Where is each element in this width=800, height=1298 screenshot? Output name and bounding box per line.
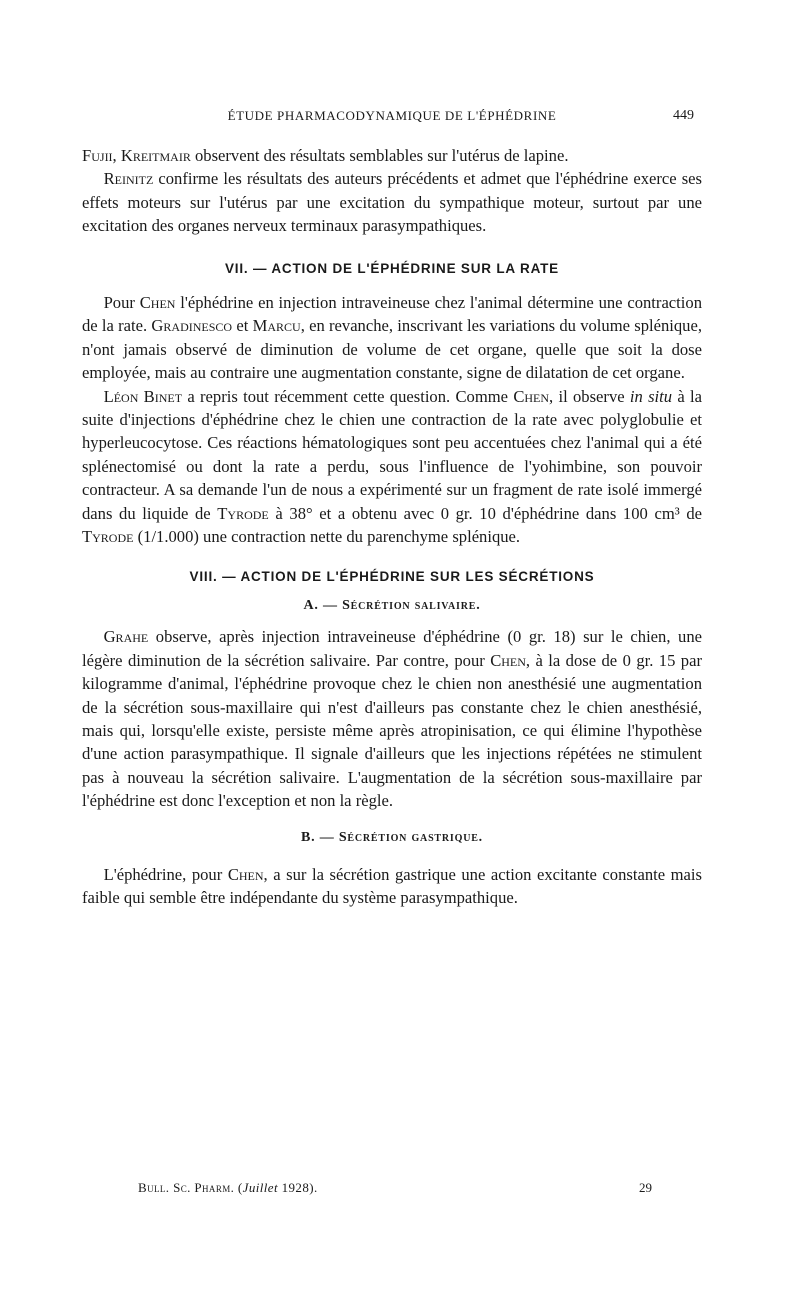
- author-name: Chen: [139, 293, 176, 313]
- paragraph-binet: [82, 385, 702, 549]
- text-run: à 38° et a obtenu avec 0 gr. 10 d'éphédrine dans 100 cm³ de: [268, 503, 702, 523]
- text-run: , il observe: [549, 386, 630, 406]
- author-name: Tyrode: [217, 503, 269, 523]
- journal-name: Bull. Sc. Pharm. (: [138, 1180, 243, 1195]
- text-run: a repris tout récemment cette question. Comme: [182, 386, 514, 406]
- author-name: Léon Binet: [103, 386, 183, 406]
- paragraph-text: observent des résultats semblables sur l'utérus de lapine.: [190, 146, 569, 165]
- text-run: , en revanche, inscrivant les variations du volume splénique, n'ont jamais observé de diminution de volume de cet organe, quelle que soit la dose employée, mais au contraire une augmentation constante, signe de dilatation de cet organe.: [82, 316, 702, 383]
- author-name: Chen: [513, 386, 550, 406]
- author-name: Reinitz: [103, 169, 154, 189]
- section-heading-vii: VII. — ACTION DE L'ÉPHÉDRINE SUR LA RATE: [225, 260, 559, 276]
- text-run: et: [232, 316, 253, 336]
- running-title: ÉTUDE PHARMACODYNAMIQUE DE L'ÉPHÉDRINE: [227, 108, 557, 123]
- text-run: observe, après injection intraveineuse d'éphédrine (0 gr. 18) sur le chien, une légère diminution de la sécrétion salivaire. Par contre, pour: [82, 627, 702, 670]
- author-name: Marcu: [252, 316, 301, 336]
- paragraph-chen-rate: [82, 291, 702, 385]
- paragraph-text: confirme les résultats des auteurs précédents et admet que l'éphédrine exerce ses effets moteurs sur l'utérus par une excitation du sympathique moteur, surtout par une excitation des organes nerveux terminaux parasympathiques.: [82, 169, 702, 236]
- paragraph-reinitz: [82, 167, 702, 237]
- page-footer: [82, 1180, 702, 1198]
- author-name: Gradinesco: [151, 316, 233, 336]
- paragraph-grahe: [82, 625, 702, 812]
- author-name: Tyrode: [82, 527, 134, 547]
- text-run: , a sur la sécrétion gastrique une action excitante constante mais faible qui semble être indépendante du système parasympathique.: [82, 864, 702, 908]
- author-names: Fujii, Kreitmair: [82, 146, 191, 165]
- text-run: l'éphédrine en injection intraveineuse chez l'animal détermine une contraction de la rate.: [82, 293, 702, 336]
- text-run: , à la dose de 0 gr. 15 par kilogramme d'animal, l'éphédrine provoque chez le chien non anesthésié une augmentation de la sécrétion sous-maxillaire qui n'est d'ailleurs pas constante chez le chien anesthésié, mais qui, lorsqu'elle existe, persiste même après atropinisation, ce qui élimine l'hypothèse d'une action parasympathique. Il signale d'ailleurs que les injections répétées ne stimulent pas à nouveau la sécrétion salivaire. L'augmentation de la sécrétion sous-maxillaire par l'éphédrine est donc l'exception et non la règle.: [82, 650, 702, 811]
- text-run: à la suite d'injections d'éphédrine chez le chien une contraction de la rate avec polyglobulie et hyperleucocytose. Ces réactions hématologiques sont peu accentuées chez l'animal qui a été splénectomisé ou dont la rate a perdu, sous l'influence de l'yohimbine, son pouvoir contracteur. A sa demande l'un de nous a expérimenté sur un fragment de rate isolé immergé dans du liquide de: [82, 386, 703, 523]
- text-run: (1/1.000) une contraction nette du parenchyme splénique.: [133, 527, 521, 547]
- sheet-signature: 29: [639, 1180, 652, 1195]
- body-text: [82, 144, 702, 910]
- author-name: Grahe: [103, 627, 149, 647]
- subsection-heading-a: A. — Sécrétion salivaire.: [303, 597, 481, 613]
- text-run: L'éphédrine, pour: [103, 864, 228, 884]
- journal-citation: [138, 1180, 318, 1196]
- text-run: Pour: [103, 293, 140, 313]
- page-number: 449: [673, 108, 694, 123]
- running-head: [82, 108, 702, 126]
- author-name: Chen: [227, 864, 264, 884]
- italic-term: in situ: [629, 386, 673, 406]
- subsection-heading-b: B. — Sécrétion gastrique.: [301, 829, 483, 845]
- paragraph-gastric: [82, 863, 702, 910]
- issue-month: Juillet: [242, 1180, 278, 1195]
- section-heading-viii: VIII. — ACTION DE L'ÉPHÉDRINE SUR LES SÉCRÉTIONS: [189, 568, 595, 584]
- issue-year: 1928).: [277, 1180, 318, 1195]
- author-name: Chen: [490, 650, 526, 670]
- paragraph-fujii: [82, 144, 702, 167]
